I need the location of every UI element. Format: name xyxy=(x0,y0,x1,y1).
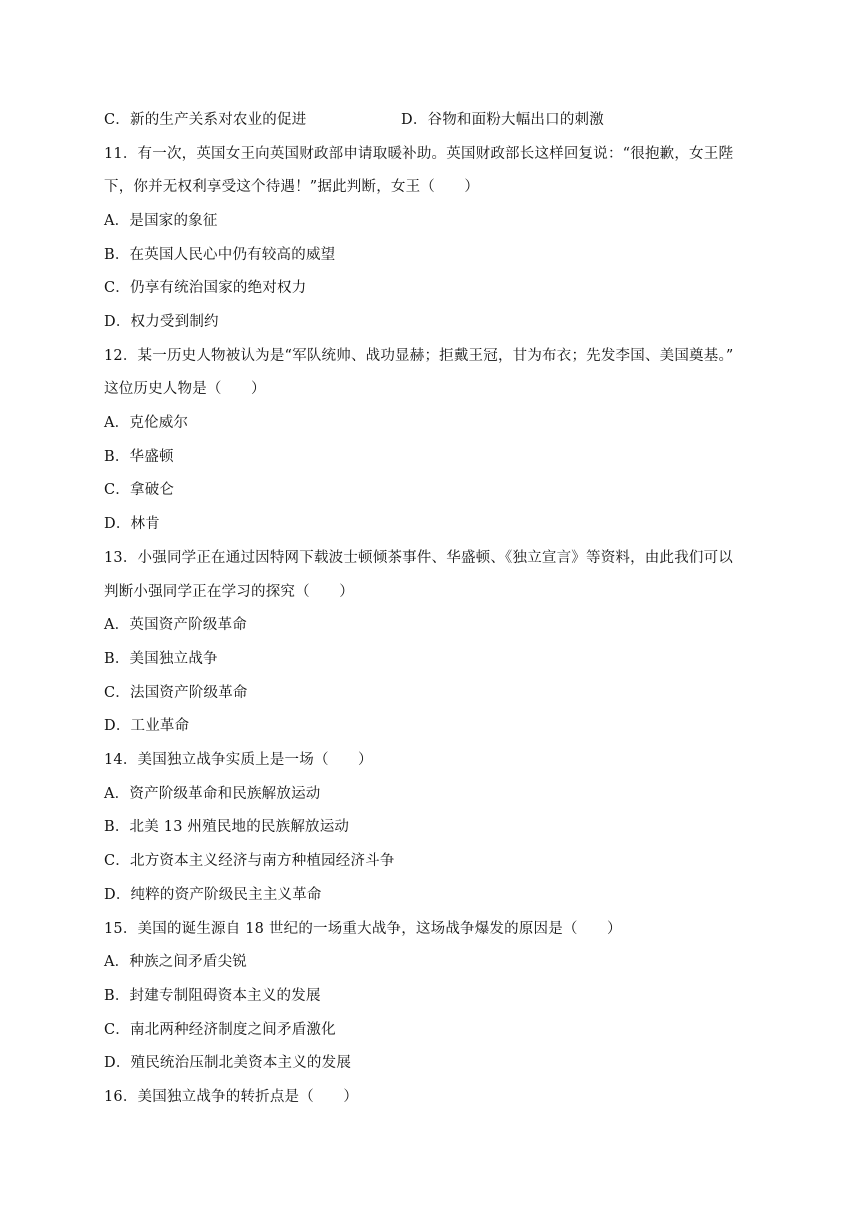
q15-option-b: B．封建专制阻碍资本主义的发展 xyxy=(104,988,321,1004)
q15-option-c: C．南北两种经济制度之间矛盾激化 xyxy=(104,1022,336,1038)
q12-option-a: A．克伦威尔 xyxy=(104,415,189,431)
q14-option-a: A．资产阶级革命和民族解放运动 xyxy=(104,786,321,802)
q15-option-a: A．种族之间矛盾尖锐 xyxy=(104,954,247,970)
q15-option-d: D．殖民统治压制北美资本主义的发展 xyxy=(104,1055,352,1071)
q12-stem-line2: 这位历史人物是（ ） xyxy=(104,381,266,397)
q12-option-b: B．华盛顿 xyxy=(104,449,174,465)
q14-option-c: C．北方资本主义经济与南方种植园经济斗争 xyxy=(104,853,395,869)
q10-option-d: D．谷物和面粉大幅出口的刺激 xyxy=(401,112,604,128)
q13-option-a: A．英国资产阶级革命 xyxy=(104,617,247,633)
q16-stem-line1: 16．美国独立战争的转折点是（ ） xyxy=(104,1089,359,1105)
q10-option-c: C．新的生产关系对农业的促进 xyxy=(104,112,307,128)
q11-stem-line1: 11．有一次，英国女王向英国财政部申请取暖补助。英国财政部长这样回复说：“很抱歉，女王陛 xyxy=(104,146,734,162)
q15-stem-line1: 15．美国的诞生源自 18 世纪的一场重大战争，这场战争爆发的原因是（ ） xyxy=(104,921,622,937)
q12-stem-line1: 12．某一历史人物被认为是“军队统帅、战功显赫；拒戴王冠，甘为布衣；先发李国、美国奠基。” xyxy=(104,348,734,364)
q11-option-c: C．仍享有统治国家的绝对权力 xyxy=(104,280,307,296)
q13-stem-line1: 13．小强同学正在通过因特网下载波士顿倾茶事件、华盛顿、《独立宣言》等资料，由此我们可以 xyxy=(104,550,733,566)
q13-option-d: D．工业革命 xyxy=(104,718,190,734)
q13-option-b: B．美国独立战争 xyxy=(104,651,218,667)
q11-option-b: B．在英国人民心中仍有较高的威望 xyxy=(104,247,336,263)
q13-option-c: C．法国资产阶级革命 xyxy=(104,685,248,701)
q12-option-c: C．拿破仑 xyxy=(104,482,175,498)
q12-option-d: D．林肯 xyxy=(104,516,160,532)
q14-option-b: B．北美 13 州殖民地的民族解放运动 xyxy=(104,819,350,835)
q11-stem-line2: 下，你并无权利享受这个待遇！”据此判断，女王（ ） xyxy=(104,179,480,195)
q13-stem-line2: 判断小强同学正在学习的探究（ ） xyxy=(104,584,354,600)
q11-option-a: A．是国家的象征 xyxy=(104,213,218,229)
q14-option-d: D．纯粹的资产阶级民主主义革命 xyxy=(104,887,322,903)
q14-stem-line1: 14．美国独立战争实质上是一场（ ） xyxy=(104,752,373,768)
q11-option-d: D．权力受到制约 xyxy=(104,314,219,330)
